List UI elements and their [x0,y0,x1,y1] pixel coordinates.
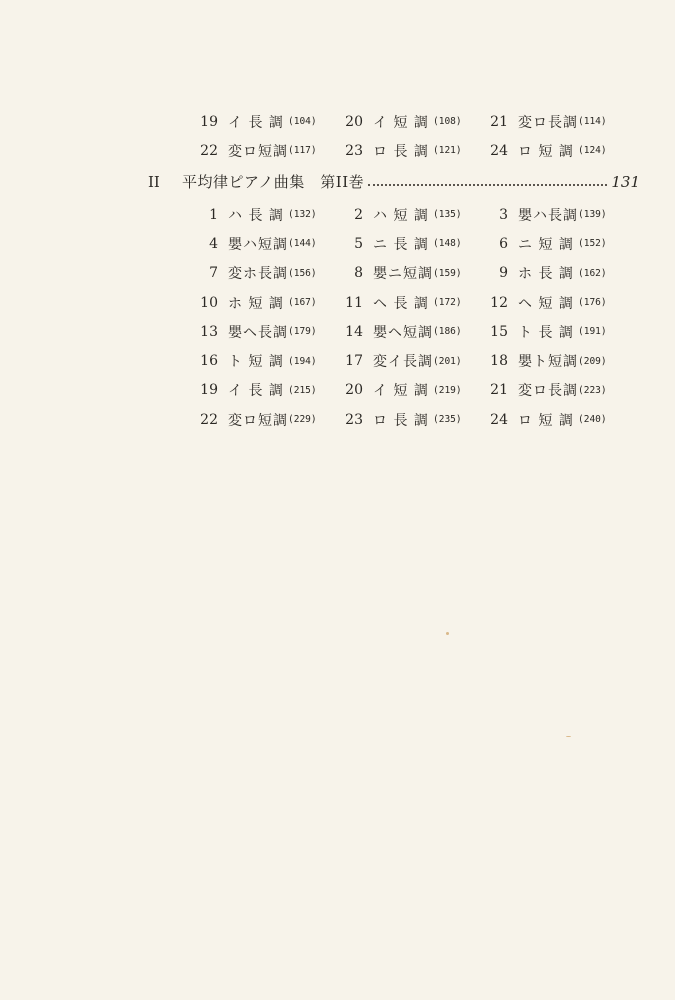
entry-key: 変ロ長調 [518,383,578,400]
entry-number: 16 [200,353,218,370]
dot-leader [368,183,607,186]
toc-entry[interactable] [337,346,482,375]
entry-key: 変ロ長調 [518,114,578,131]
entry-key: ホ 長 調 [518,266,574,283]
entry-number: 11 [345,294,363,311]
entry-number: 20 [345,382,363,399]
entry-page: (229) [288,414,317,426]
entry-key: イ 短 調 [373,383,429,400]
toc-entry[interactable] [192,229,337,258]
entry-number: 24 [490,411,508,428]
toc-entry[interactable] [337,136,482,165]
entry-key: 変ロ短調 [228,143,288,160]
toc-entry[interactable] [192,259,337,288]
entry-number: 1 [209,206,218,223]
toc-entry[interactable] [337,405,482,434]
entry-number: 24 [490,142,508,159]
toc-entry[interactable] [192,107,337,136]
entry-key: 嬰ハ短調 [228,236,288,253]
entry-number: 4 [209,235,218,252]
entry-page: (201) [433,355,462,367]
section-number: II [148,172,160,191]
entry-key: ヘ 長 調 [373,295,429,312]
toc-entry[interactable] [337,288,482,317]
entry-number: 5 [354,235,363,252]
section-title: 平均律ピアノ曲集 第II巻 [182,173,365,191]
toc-entry[interactable] [192,200,337,229]
toc-entry[interactable] [192,317,337,346]
section-heading[interactable] [148,171,640,192]
entry-key: 変イ長調 [373,354,433,371]
entry-number: 6 [499,235,508,252]
toc-entry[interactable] [192,346,337,375]
entry-page: (240) [578,414,607,426]
toc-entry[interactable] [482,405,622,434]
entry-page: (194) [288,355,317,367]
entry-page: (117) [288,145,317,157]
toc-block-vol1-continued [192,107,622,166]
entry-key: ト 短 調 [228,354,284,371]
entry-page: (114) [578,116,607,128]
entry-key: 嬰ニ短調 [373,266,433,283]
entry-number: 12 [490,294,508,311]
entry-page: (135) [433,209,462,221]
entry-number: 15 [490,323,508,340]
toc-entry[interactable] [482,107,622,136]
entry-number: 9 [499,265,508,282]
entry-number: 22 [200,142,218,159]
entry-key: イ 長 調 [228,383,284,400]
entry-number: 10 [200,294,218,311]
entry-key: 嬰ヘ短調 [373,324,433,341]
entry-number: 21 [490,382,508,399]
entry-page: (186) [433,326,462,338]
entry-number: 3 [499,206,508,223]
entry-page: (104) [288,116,317,128]
toc-entry[interactable] [482,346,622,375]
entry-page: (132) [288,209,317,221]
entry-page: (148) [433,238,462,250]
entry-key: ト 長 調 [518,324,574,341]
entry-number: 2 [354,206,363,223]
toc-entry[interactable] [337,200,482,229]
entry-page: (144) [288,238,317,250]
entry-number: 23 [345,142,363,159]
entry-key: 嬰ト短調 [518,354,578,371]
section-page: 131 [611,172,640,191]
entry-key: ニ 長 調 [373,236,429,253]
entry-key: ロ 長 調 [373,412,429,429]
toc-entry[interactable] [482,229,622,258]
entry-page: (152) [578,238,607,250]
entry-page: (162) [578,267,607,279]
toc-block-vol2 [192,200,622,434]
entry-page: (121) [433,145,462,157]
entry-key: ニ 短 調 [518,236,574,253]
entry-number: 14 [345,323,363,340]
entry-number: 22 [200,411,218,428]
entry-key: 変ホ長調 [228,266,288,283]
entry-page: (176) [578,297,607,309]
entry-page: (223) [578,384,607,396]
toc-entry[interactable] [482,317,622,346]
entry-number: 20 [345,113,363,130]
entry-number: 23 [345,411,363,428]
entry-page: (191) [578,326,607,338]
entry-key: 変ロ短調 [228,412,288,429]
toc-entry[interactable] [482,136,622,165]
entry-number: 19 [200,113,218,130]
entry-number: 8 [354,265,363,282]
entry-key: イ 短 調 [373,114,429,131]
entry-page: (167) [288,297,317,309]
entry-page: (139) [578,209,607,221]
entry-page: (179) [288,326,317,338]
toc-entry[interactable] [192,136,337,165]
toc-entry[interactable] [482,288,622,317]
entry-page: (219) [433,384,462,396]
entry-key: ハ 長 調 [228,207,284,224]
toc-entry[interactable] [192,288,337,317]
entry-key: 嬰ヘ長調 [228,324,288,341]
entry-number: 7 [209,265,218,282]
entry-page: (235) [433,414,462,426]
entry-key: 嬰ハ長調 [518,207,578,224]
toc-entry[interactable] [337,229,482,258]
toc-entry[interactable] [337,376,482,405]
toc-entry[interactable] [482,259,622,288]
entry-page: (156) [288,267,317,279]
toc-entry[interactable] [337,259,482,288]
entry-key: ロ 短 調 [518,143,574,160]
entry-key: ハ 短 調 [373,207,429,224]
entry-number: 18 [490,353,508,370]
entry-key: イ 長 調 [228,114,284,131]
entry-key: ヘ 短 調 [518,295,574,312]
entry-page: (159) [433,267,462,279]
entry-number: 13 [200,323,218,340]
entry-page: (172) [433,297,462,309]
entry-page: (215) [288,384,317,396]
entry-key: ロ 短 調 [518,412,574,429]
entry-page: (209) [578,355,607,367]
paper-speck [566,736,571,737]
toc-entry[interactable] [337,107,482,136]
entry-number: 17 [345,353,363,370]
entry-number: 19 [200,382,218,399]
entry-page: (108) [433,116,462,128]
entry-key: ロ 長 調 [373,143,429,160]
toc-entry[interactable] [192,405,337,434]
toc-entry[interactable] [482,376,622,405]
paper-speck [446,632,449,635]
toc-entry[interactable] [337,317,482,346]
entry-key: ホ 短 調 [228,295,284,312]
entry-page: (124) [578,145,607,157]
toc-entry[interactable] [192,376,337,405]
toc-entry[interactable] [482,200,622,229]
entry-number: 21 [490,113,508,130]
